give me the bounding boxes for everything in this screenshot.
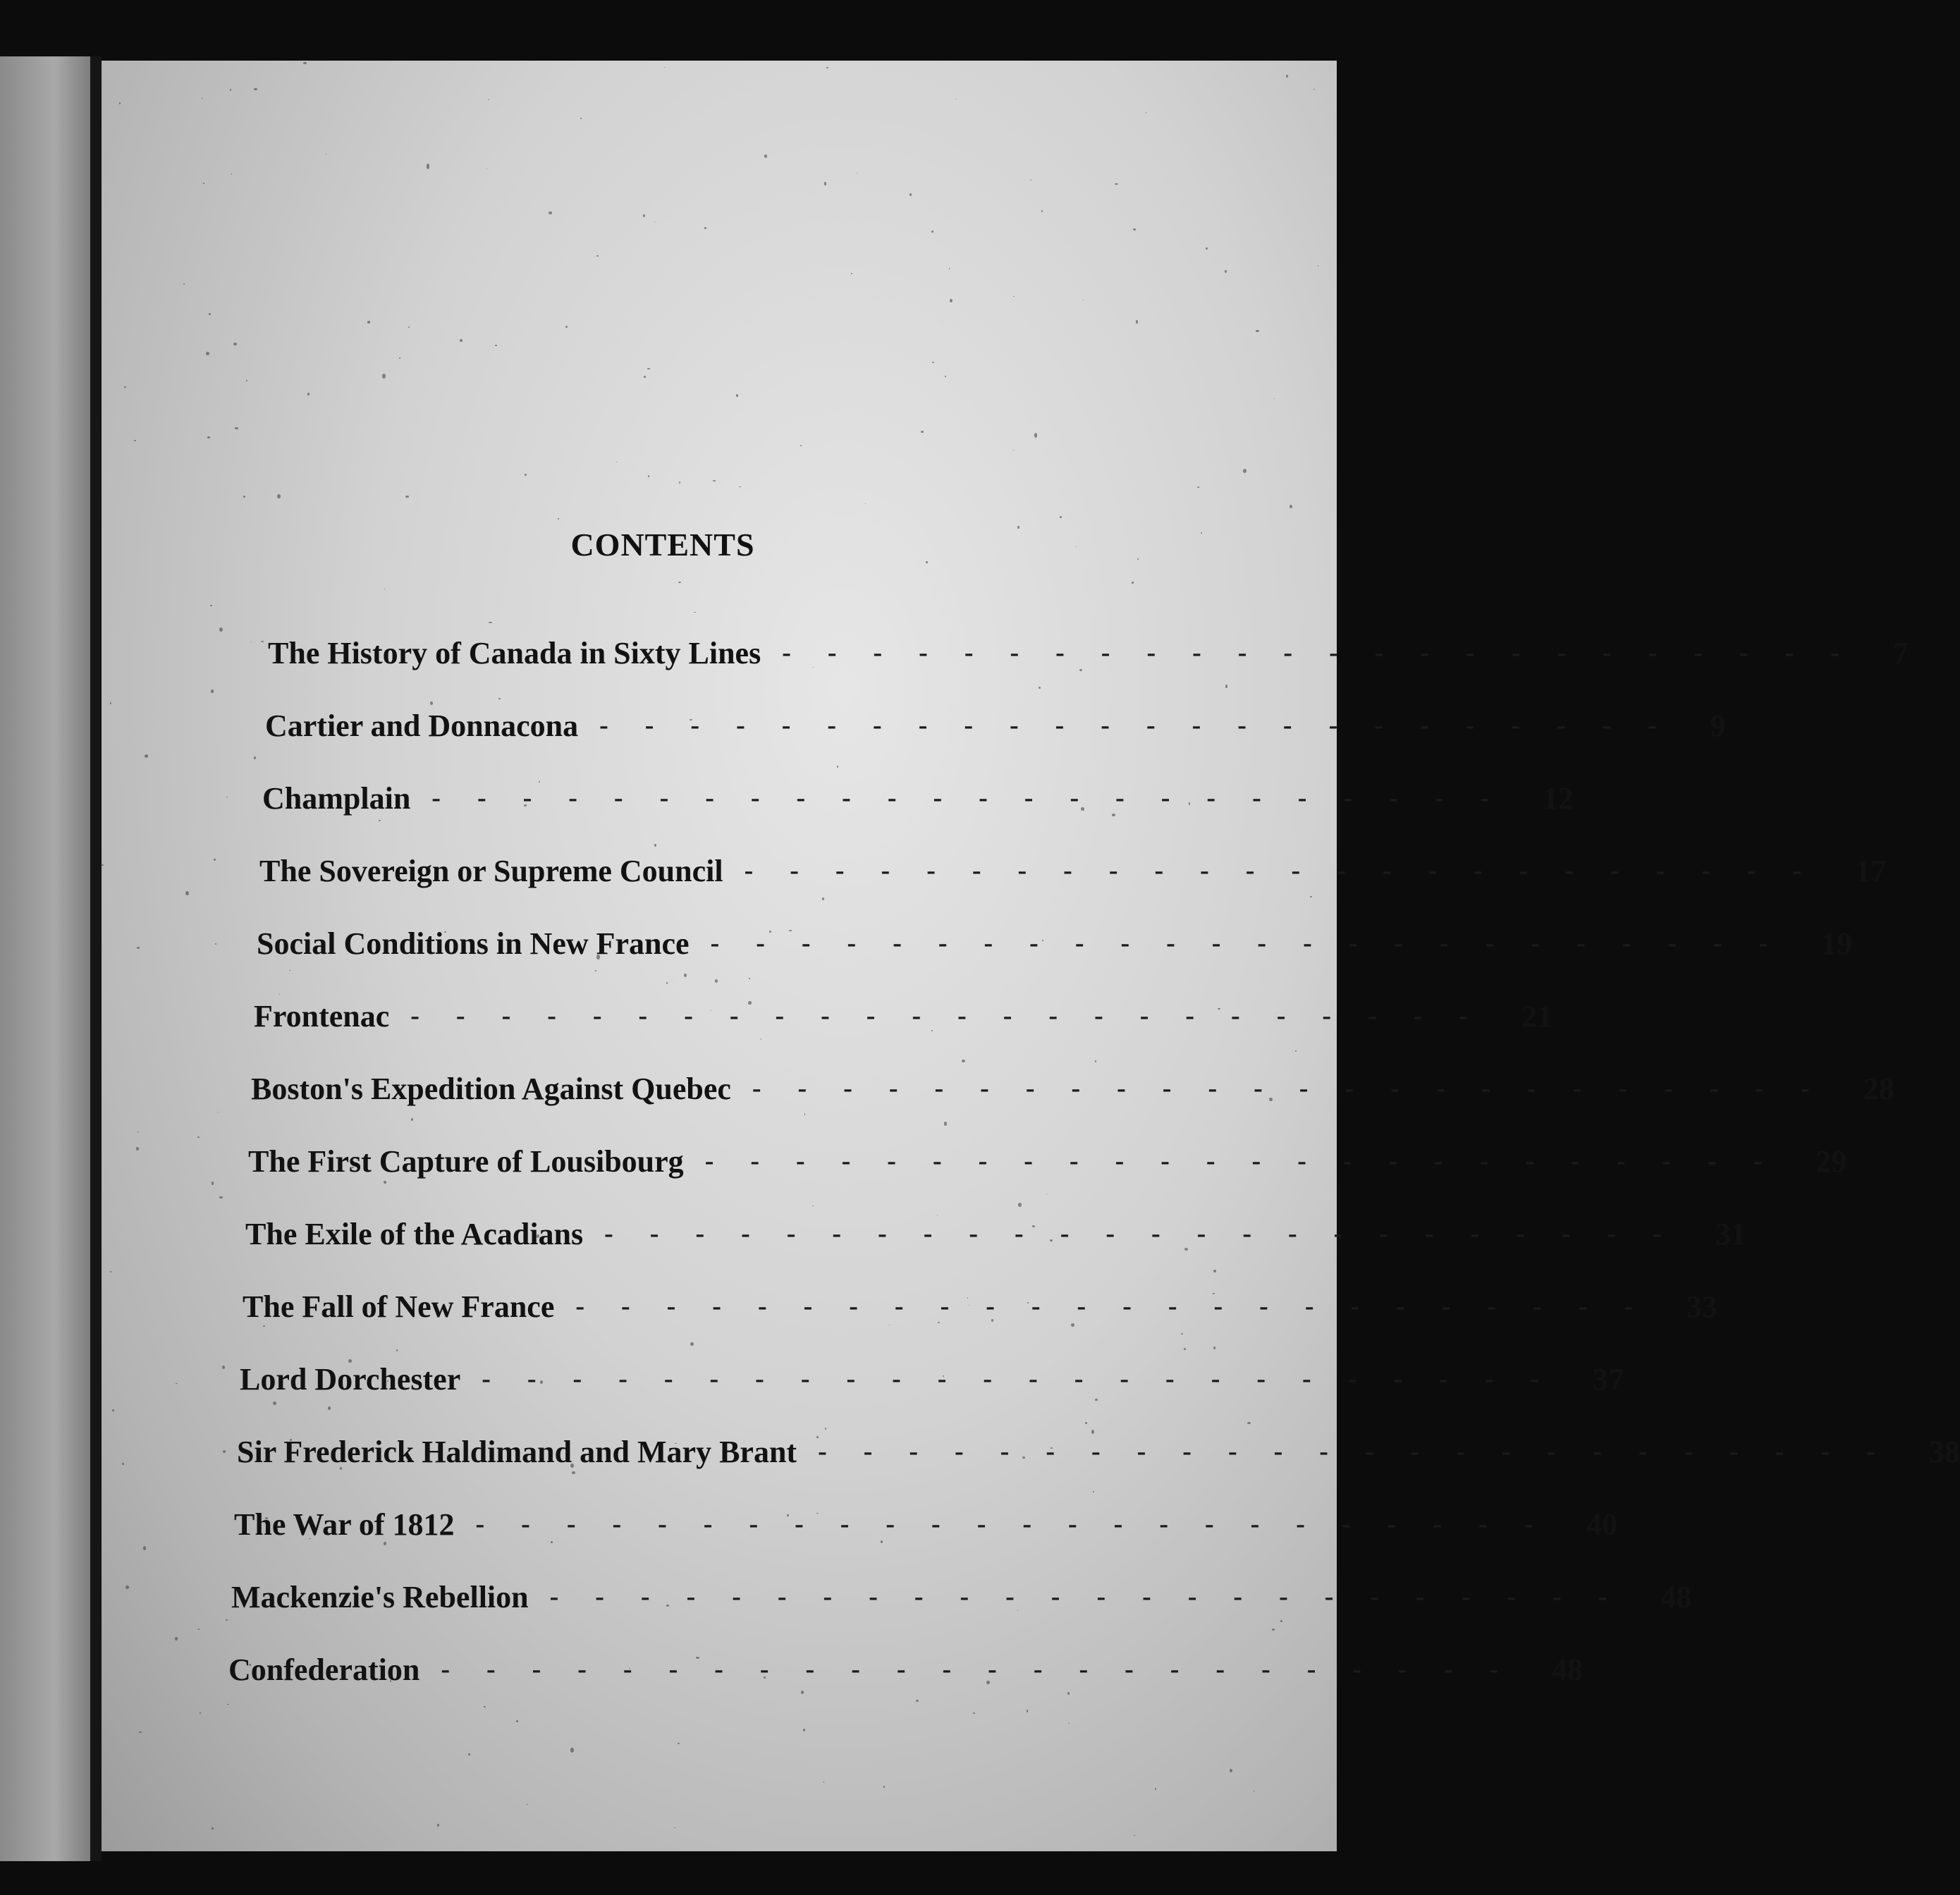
- toc-entry: [251, 1064, 1894, 1113]
- toc-entry-page: 48: [1552, 1652, 1584, 1687]
- toc-entry: [243, 1282, 1718, 1331]
- facing-page-edge: [0, 56, 92, 1861]
- dot-leader: ------------------------: [818, 1437, 1912, 1466]
- toc-entry-page: 12: [1543, 780, 1574, 816]
- dot-leader: ------------------------: [431, 783, 1526, 813]
- toc-entry: [234, 1500, 1618, 1549]
- dot-leader: ------------------------: [710, 928, 1805, 958]
- toc-entry-title: The War of 1812: [234, 1507, 455, 1542]
- toc-entry-title: Champlain: [262, 780, 411, 816]
- toc-entry-title: Social Conditions in New France: [257, 926, 690, 961]
- toc-entry-title: Mackenzie's Rebellion: [231, 1579, 529, 1614]
- toc-entry: [228, 1645, 1584, 1694]
- dot-leader: ------------------------: [744, 856, 1839, 885]
- toc-entry-title: The History of Canada in Sixty Lines: [268, 635, 761, 670]
- toc-entry-page: 38: [1928, 1434, 1960, 1469]
- toc-entry: [257, 919, 1853, 968]
- toc-entry-page: 48: [1660, 1579, 1692, 1614]
- toc-entry-title: The First Capture of Lousibourg: [248, 1143, 684, 1179]
- table-of-contents: [102, 61, 1960, 1851]
- toc-entry: [240, 1354, 1624, 1404]
- toc-entry: [231, 1572, 1692, 1621]
- dot-leader: ------------------------: [782, 638, 1876, 668]
- toc-entry-page: 33: [1686, 1289, 1718, 1324]
- toc-entry: [237, 1427, 1960, 1476]
- dot-leader: ------------------------: [704, 1146, 1799, 1176]
- toc-entry-title: Lord Dorchester: [240, 1361, 461, 1397]
- toc-entry-page: 19: [1821, 926, 1853, 961]
- dot-leader: ------------------------: [604, 1219, 1698, 1249]
- toc-entry-page: 37: [1592, 1361, 1624, 1397]
- toc-entry: [265, 701, 1726, 750]
- toc-entry-title: Boston's Expedition Against Quebec: [251, 1071, 731, 1106]
- toc-entry-title: Cartier and Donnacona: [265, 708, 579, 743]
- toc-entry: [259, 846, 1887, 895]
- toc-entry-page: 9: [1710, 708, 1726, 743]
- dot-leader: ------------------------: [752, 1074, 1846, 1103]
- dot-leader: ------------------------: [575, 1292, 1670, 1321]
- toc-entry: [248, 1136, 1847, 1186]
- toc-entry: [268, 628, 1909, 677]
- toc-entry-page: 29: [1815, 1143, 1847, 1179]
- dot-leader: ------------------------: [475, 1509, 1570, 1539]
- toc-entry-title: Sir Frederick Haldimand and Mary Brant: [237, 1434, 797, 1469]
- dot-leader: ------------------------: [441, 1655, 1536, 1684]
- dot-leader: ------------------------: [599, 711, 1693, 740]
- toc-entry-page: 31: [1715, 1216, 1746, 1251]
- toc-entry-page: 28: [1863, 1071, 1894, 1106]
- toc-entry-title: The Sovereign or Supreme Council: [259, 853, 723, 888]
- toc-entry-title: Confederation: [228, 1652, 420, 1687]
- toc-entry: [254, 991, 1552, 1041]
- toc-entry-page: 21: [1521, 998, 1552, 1034]
- toc-entry-title: The Exile of the Acadians: [245, 1216, 584, 1251]
- toc-entry-title: The Fall of New France: [243, 1289, 555, 1324]
- toc-entry: [245, 1209, 1746, 1258]
- toc-entry: [262, 773, 1574, 823]
- toc-entry-page: 17: [1855, 853, 1887, 888]
- dot-leader: ------------------------: [410, 1001, 1505, 1031]
- page-title: CONTENTS: [570, 527, 755, 563]
- book-gutter: [90, 56, 102, 1861]
- contents-page: [102, 61, 1960, 1851]
- dot-leader: ------------------------: [482, 1364, 1576, 1394]
- toc-entry-page: 40: [1586, 1507, 1618, 1542]
- dot-leader: ------------------------: [549, 1582, 1644, 1612]
- toc-entry-page: 7: [1892, 635, 1909, 670]
- toc-entry-title: Frontenac: [254, 998, 390, 1034]
